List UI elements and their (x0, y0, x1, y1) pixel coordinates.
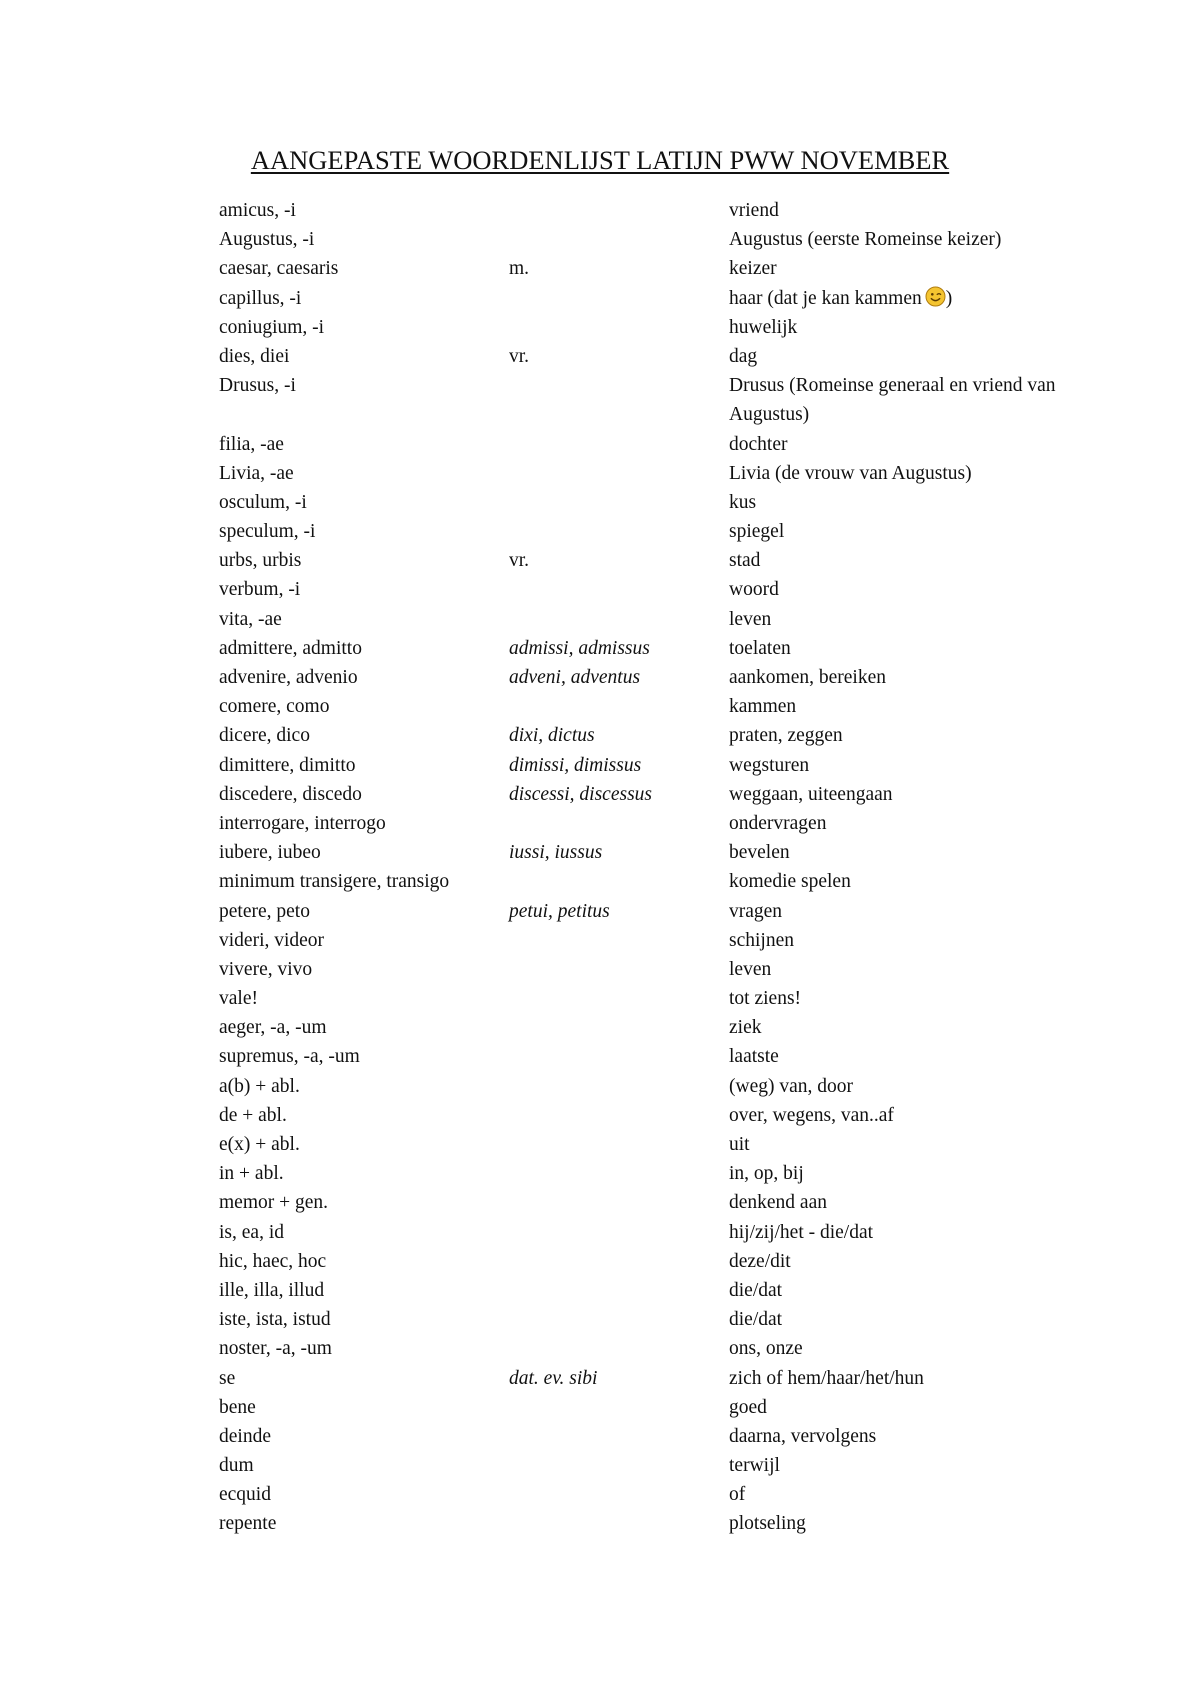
dutch-meaning (729, 1509, 1059, 1538)
dutch-meaning (729, 692, 1059, 721)
latin-lemma: caesar, caesaris (219, 258, 339, 280)
dutch-meaning (729, 342, 1059, 371)
word-row (0, 1509, 1200, 1538)
meaning-text: spiegel (729, 521, 785, 543)
meaning-text: of (729, 1484, 746, 1506)
latin-lemma: noster, -a, -um (219, 1338, 332, 1360)
latin-lemma: petere, peto (219, 900, 310, 922)
meaning-text: dochter (729, 433, 788, 455)
latin-lemma: Drusus, -i (219, 375, 296, 397)
latin-lemma: coniugium, -i (219, 316, 325, 338)
word-row (0, 751, 1200, 780)
word-row (0, 955, 1200, 984)
latin-lemma: de + abl. (219, 1104, 287, 1126)
meaning-text: woord (729, 579, 779, 601)
word-row (0, 692, 1200, 721)
latin-lemma: ecquid (219, 1484, 271, 1506)
meaning-text: uit (729, 1134, 750, 1156)
word-row (0, 1334, 1200, 1363)
latin-lemma: memor + gen. (219, 1192, 329, 1214)
latin-lemma: dies, diei (219, 345, 290, 367)
dutch-meaning (729, 984, 1059, 1013)
latin-lemma: is, ea, id (219, 1221, 284, 1243)
latin-lemma: dum (219, 1455, 254, 1477)
word-row (0, 1159, 1200, 1188)
latin-lemma: Livia, -ae (219, 462, 294, 484)
word-row (0, 1422, 1200, 1451)
gender-label: vr. (509, 550, 530, 572)
dutch-meaning (729, 1276, 1059, 1305)
meaning-text: huwelijk (729, 316, 798, 338)
word-row (0, 196, 1200, 225)
meaning-text: die/dat (729, 1309, 783, 1331)
principal-parts: discessi, discessus (509, 783, 652, 805)
latin-lemma: in + abl. (219, 1163, 284, 1185)
word-row (0, 926, 1200, 955)
meaning-text: dag (729, 345, 758, 367)
principal-parts: admissi, admissus (509, 637, 650, 659)
meaning-text: daarna, vervolgens (729, 1425, 877, 1447)
meaning-text: laatste (729, 1046, 779, 1068)
meaning-text: in, op, bij (729, 1163, 804, 1185)
meaning-text: bevelen (729, 842, 790, 864)
meaning-text: ondervragen (729, 812, 827, 834)
gender-label: m. (509, 258, 530, 280)
dutch-meaning (729, 1364, 1059, 1393)
latin-lemma: osculum, -i (219, 491, 307, 513)
word-row (0, 488, 1200, 517)
latin-lemma: capillus, -i (219, 287, 302, 309)
latin-lemma: urbs, urbis (219, 550, 302, 572)
latin-lemma: dimittere, dimitto (219, 754, 356, 776)
dutch-meaning (729, 955, 1059, 984)
word-row (0, 984, 1200, 1013)
word-row (0, 459, 1200, 488)
meaning-text: komedie spelen (729, 871, 851, 893)
latin-lemma: verbum, -i (219, 579, 301, 601)
dutch-meaning (729, 1218, 1059, 1247)
dutch-meaning (729, 634, 1059, 663)
dutch-meaning (729, 1188, 1059, 1217)
word-row (0, 634, 1200, 663)
latin-lemma: se (219, 1367, 236, 1389)
meaning-text: schijnen (729, 929, 794, 951)
word-row (0, 254, 1200, 283)
meaning-text: aankomen, bereiken (729, 667, 887, 689)
meaning-text: keizer (729, 258, 777, 280)
latin-lemma: vivere, vivo (219, 958, 313, 980)
word-list (0, 196, 1200, 1539)
dutch-meaning (729, 838, 1059, 867)
latin-lemma: dicere, dico (219, 725, 310, 747)
dutch-meaning (729, 1072, 1059, 1101)
latin-lemma: e(x) + abl. (219, 1134, 300, 1156)
meaning-text: kammen (729, 696, 797, 718)
dutch-meaning (729, 517, 1059, 546)
dutch-meaning (729, 225, 1059, 254)
meaning-text: hij/zij/het - die/dat (729, 1221, 874, 1243)
word-row (0, 1393, 1200, 1422)
meaning-text: Livia (de vrouw van Augustus) (729, 462, 972, 484)
word-row (0, 1072, 1200, 1101)
dutch-meaning (729, 1042, 1059, 1071)
meaning-text: toelaten (729, 637, 791, 659)
word-row (0, 867, 1200, 896)
meaning-text: terwijl (729, 1455, 780, 1477)
word-row (0, 663, 1200, 692)
word-row (0, 897, 1200, 926)
latin-lemma: repente (219, 1513, 277, 1535)
word-row (0, 546, 1200, 575)
word-row (0, 430, 1200, 459)
meaning-text: goed (729, 1396, 767, 1418)
winking-face-icon (925, 286, 946, 307)
latin-lemma: a(b) + abl. (219, 1075, 300, 1097)
gender-label: vr. (509, 345, 530, 367)
word-row (0, 284, 1200, 313)
principal-parts: adveni, adventus (509, 667, 641, 689)
dutch-meaning (729, 780, 1059, 809)
principal-parts: iussi, iussus (509, 842, 603, 864)
meaning-text: deze/dit (729, 1250, 791, 1272)
dutch-meaning (729, 1422, 1059, 1451)
dutch-meaning (729, 575, 1059, 604)
word-row (0, 780, 1200, 809)
dutch-meaning (729, 605, 1059, 634)
latin-lemma: admittere, admitto (219, 637, 362, 659)
latin-lemma: vale! (219, 988, 258, 1010)
latin-lemma: iste, ista, istud (219, 1309, 331, 1331)
latin-lemma: supremus, -a, -um (219, 1046, 360, 1068)
meaning-text: stad (729, 550, 761, 572)
word-row (0, 1276, 1200, 1305)
dutch-meaning (729, 284, 1059, 313)
word-row (0, 838, 1200, 867)
dutch-meaning (729, 721, 1059, 750)
latin-lemma: discedere, discedo (219, 783, 362, 805)
dutch-meaning (729, 751, 1059, 780)
latin-lemma: aeger, -a, -um (219, 1017, 327, 1039)
dutch-meaning (729, 1305, 1059, 1334)
dutch-meaning (729, 663, 1059, 692)
word-row (0, 1480, 1200, 1509)
dutch-meaning (729, 1334, 1059, 1363)
latin-lemma: Augustus, -i (219, 229, 315, 251)
latin-lemma: vita, -ae (219, 608, 282, 630)
dutch-meaning (729, 459, 1059, 488)
latin-lemma: speculum, -i (219, 521, 316, 543)
word-row (0, 225, 1200, 254)
principal-parts: dat. ev. sibi (509, 1367, 598, 1389)
meaning-text: wegsturen (729, 754, 810, 776)
meaning-text: Drusus (Romeinse generaal en vriend van Augustus) (729, 375, 1056, 426)
word-row (0, 1042, 1200, 1071)
meaning-text: tot ziens! (729, 988, 802, 1010)
latin-lemma: videri, videor (219, 929, 325, 951)
meaning-text: kus (729, 491, 757, 513)
word-row (0, 1013, 1200, 1042)
word-row (0, 1188, 1200, 1217)
principal-parts: dixi, dictus (509, 725, 595, 747)
dutch-meaning (729, 926, 1059, 955)
latin-lemma: comere, como (219, 696, 330, 718)
meaning-text: haar (dat je kan kammen (729, 287, 922, 309)
dutch-meaning (729, 1101, 1059, 1130)
dutch-meaning (729, 1480, 1059, 1509)
word-row (0, 517, 1200, 546)
latin-lemma: filia, -ae (219, 433, 284, 455)
word-row (0, 371, 1200, 429)
word-row (0, 809, 1200, 838)
latin-lemma: ille, illa, illud (219, 1279, 325, 1301)
meaning-text: ons, onze (729, 1338, 803, 1360)
meaning-text: denkend aan (729, 1192, 827, 1214)
word-row (0, 575, 1200, 604)
meaning-text: vragen (729, 900, 783, 922)
dutch-meaning (729, 1247, 1059, 1276)
dutch-meaning (729, 488, 1059, 517)
document-title: AANGEPASTE WOORDENLIJST LATIJN PWW NOVEMBER (250, 145, 950, 175)
dutch-meaning (729, 546, 1059, 575)
dutch-meaning (729, 313, 1059, 342)
latin-lemma: hic, haec, hoc (219, 1250, 327, 1272)
word-row (0, 1218, 1200, 1247)
dutch-meaning (729, 897, 1059, 926)
word-row (0, 342, 1200, 371)
principal-parts: petui, petitus (509, 900, 610, 922)
word-row (0, 313, 1200, 342)
dutch-meaning (729, 1451, 1059, 1480)
dutch-meaning (729, 196, 1059, 225)
meaning-text: leven (729, 608, 772, 630)
dutch-meaning (729, 254, 1059, 283)
latin-lemma: amicus, -i (219, 200, 296, 221)
word-row (0, 1364, 1200, 1393)
dutch-meaning (729, 867, 1059, 896)
dutch-meaning (729, 1130, 1059, 1159)
dutch-meaning (729, 430, 1059, 459)
dutch-meaning (729, 1013, 1059, 1042)
meaning-text: leven (729, 958, 772, 980)
latin-lemma: minimum transigere, transigo (219, 871, 450, 893)
meaning-text: weggaan, uiteengaan (729, 783, 893, 805)
word-row (0, 605, 1200, 634)
dutch-meaning (729, 1393, 1059, 1422)
word-row (0, 1451, 1200, 1480)
word-row (0, 1247, 1200, 1276)
word-row (0, 1130, 1200, 1159)
meaning-text: Augustus (eerste Romeinse keizer) (729, 229, 1002, 251)
meaning-text: plotseling (729, 1513, 806, 1535)
meaning-closing: ) (945, 287, 953, 309)
latin-lemma: deinde (219, 1425, 271, 1447)
meaning-text: zich of hem/haar/het/hun (729, 1367, 924, 1389)
word-row (0, 1101, 1200, 1130)
word-row (0, 1305, 1200, 1334)
meaning-text: praten, zeggen (729, 725, 843, 747)
meaning-text: vriend (729, 200, 779, 221)
dutch-meaning (729, 809, 1059, 838)
word-row (0, 721, 1200, 750)
dutch-meaning (729, 371, 1059, 429)
latin-lemma: bene (219, 1396, 256, 1418)
meaning-text: (weg) van, door (729, 1075, 853, 1097)
latin-lemma: advenire, advenio (219, 667, 358, 689)
meaning-text: die/dat (729, 1279, 783, 1301)
dutch-meaning (729, 1159, 1059, 1188)
principal-parts: dimissi, dimissus (509, 754, 642, 776)
latin-lemma: iubere, iubeo (219, 842, 321, 864)
meaning-text: ziek (729, 1017, 762, 1039)
meaning-text: over, wegens, van..af (729, 1104, 894, 1126)
latin-lemma: interrogare, interrogo (219, 812, 386, 834)
